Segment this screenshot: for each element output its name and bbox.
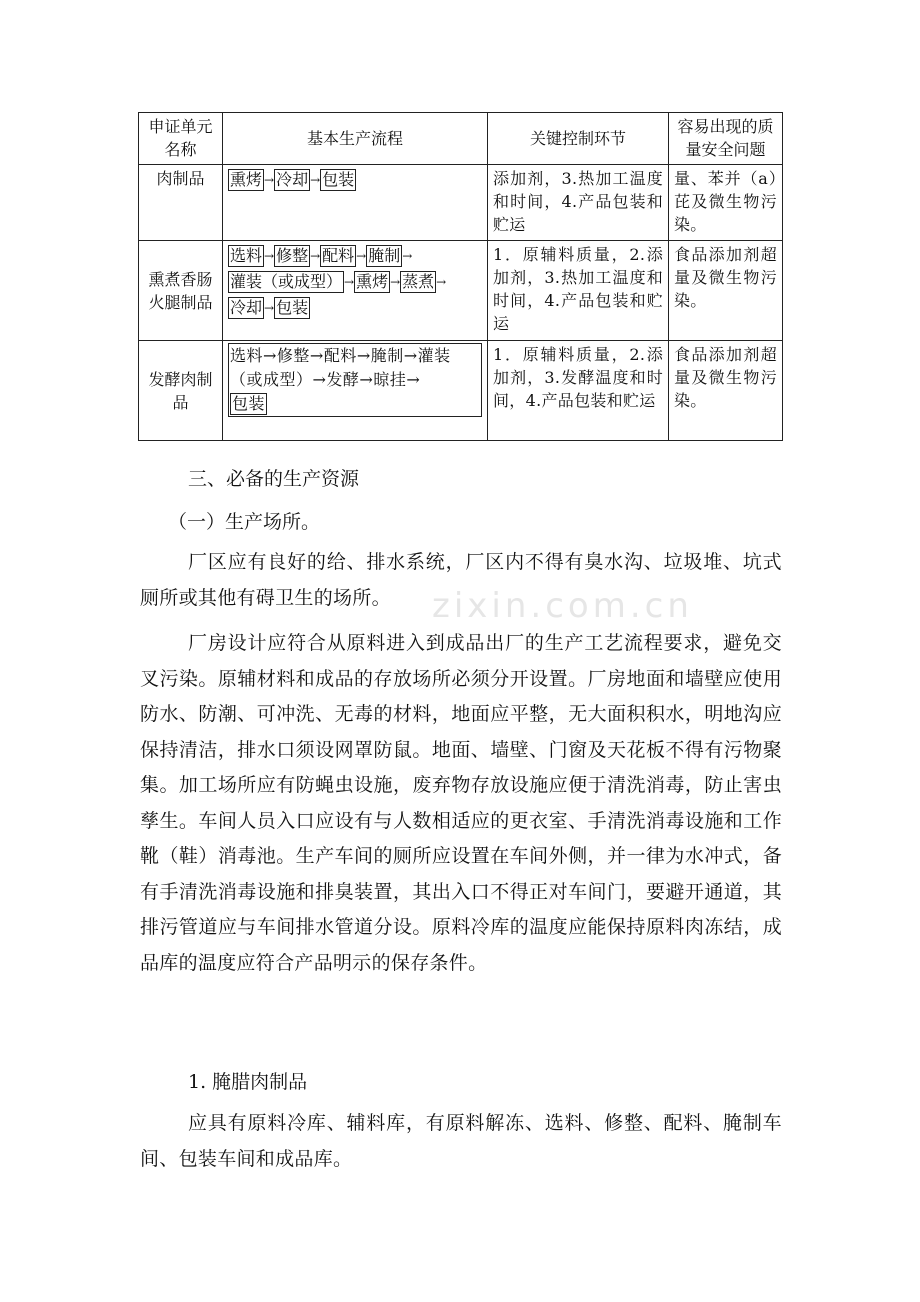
row-flow [223,341,488,441]
flow-step: 包装 [322,170,355,189]
row-quality-issues: 量、苯并（a）芘及微生物污染。 [669,165,783,241]
table-header-row [139,113,783,165]
arrow-icon: → [264,173,275,187]
arrow-icon: → [390,275,401,289]
flow-step: 冷却 [230,298,263,317]
flow-step: 包装 [276,298,309,317]
flow-step: 包装 [232,394,266,413]
flow-step: 熏烤 [356,272,389,291]
arrow-icon: → [344,275,355,289]
section-heading: 三、必备的生产资源 [188,468,360,490]
flow-step: 修整 [276,246,309,265]
flow-step: 熏烤 [230,170,263,189]
paragraph: 厂房设计应符合从原料进入到成品出厂的生产工艺流程要求，避免交叉污染。原辅材料和成品的存放场所必须分开设置。厂房地面和墙壁应使用防水、防潮、可冲洗、无毒的材料，地面应平整，无大面积积水，明地沟应保持清洁，排水口须设网罩防鼠。地面、墙壁、门窗及天花板不得有污物聚集。加工场所应有防蝇虫设施，废弃物存放设施应便于清洗消毒，防止害虫孳生。车间人员入口应设有与人数相适应的更衣室、手清洗消毒设施和工作靴（鞋）消毒池。生产车间的厕所应设置在车间外侧，并一律为水冲式，备有手清洗消毒设施和排臭装置，其出入口不得正对车间门，要避开通道，其排污管道应与车间排水管道分设。原料冷库的温度应能保持原料肉冻结，成品库的温度应符合产品明示的保存条件。 [140,632,782,974]
header-unit-name: 申证单元名称 [139,113,223,165]
paragraph: 厂区应有良好的给、排水系统，厂区内不得有臭水沟、垃圾堆、坑式厕所或其他有碍卫生的场所。 [140,551,782,609]
arrow-icon: → [264,301,275,315]
row-flow [223,241,488,341]
flow-step: 蒸煮 [402,272,435,291]
sub-heading: 1. 腌腊肉制品 [188,1071,308,1093]
arrow-icon: → [436,275,447,289]
watermark: zixin.com.cn [432,586,693,626]
row-key-control: 添加剂，3.热加工温度和时间，4.产品包装和贮运 [488,165,669,241]
row-quality-issues: 食品添加剂超量及微生物污染。 [669,341,783,441]
header-flow: 基本生产流程 [223,113,488,165]
header-quality-issues: 容易出现的质量安全问题 [669,113,783,165]
production-flow-table [138,112,783,441]
row-unit-name: 发酵肉制品 [139,341,223,441]
table-row [139,165,783,241]
table-row [139,341,783,441]
row-unit-name: 熏煮香肠火腿制品 [139,241,223,341]
flow-step: 配料 [322,246,355,265]
flow-step: 灌装（或成型） [230,272,343,291]
paragraph: 应具有原料冷库、辅料库，有原料解冻、选料、修整、配料、腌制车间、包装车间和成品库。 [140,1112,782,1170]
flow-step: 腌制 [368,246,401,265]
row-key-control: 1．原辅料质量，2.添加剂，3.热加工温度和时间，4.产品包装和贮运 [488,241,669,341]
arrow-icon: → [402,249,413,263]
sub-heading: （一）生产场所。 [168,511,321,533]
arrow-icon: → [310,249,321,263]
table-row [139,241,783,341]
row-key-control: 1．原辅料质量，2.添加剂，3.发酵温度和时间，4.产品包装和贮运 [488,341,669,441]
flow-step: 冷却 [276,170,309,189]
arrow-icon: → [310,173,321,187]
row-quality-issues: 食品添加剂超量及微生物污染。 [669,241,783,341]
row-flow [223,165,488,241]
arrow-icon: → [264,249,275,263]
flow-text: 选料→修整→配料→腌制→灌装（或成型）→发酵→晾挂→ [230,346,451,389]
flow-box [228,343,482,417]
header-key-control: 关键控制环节 [488,113,669,165]
arrow-icon: → [356,249,367,263]
row-unit-name: 肉制品 [139,165,223,241]
flow-step: 选料 [230,246,263,265]
